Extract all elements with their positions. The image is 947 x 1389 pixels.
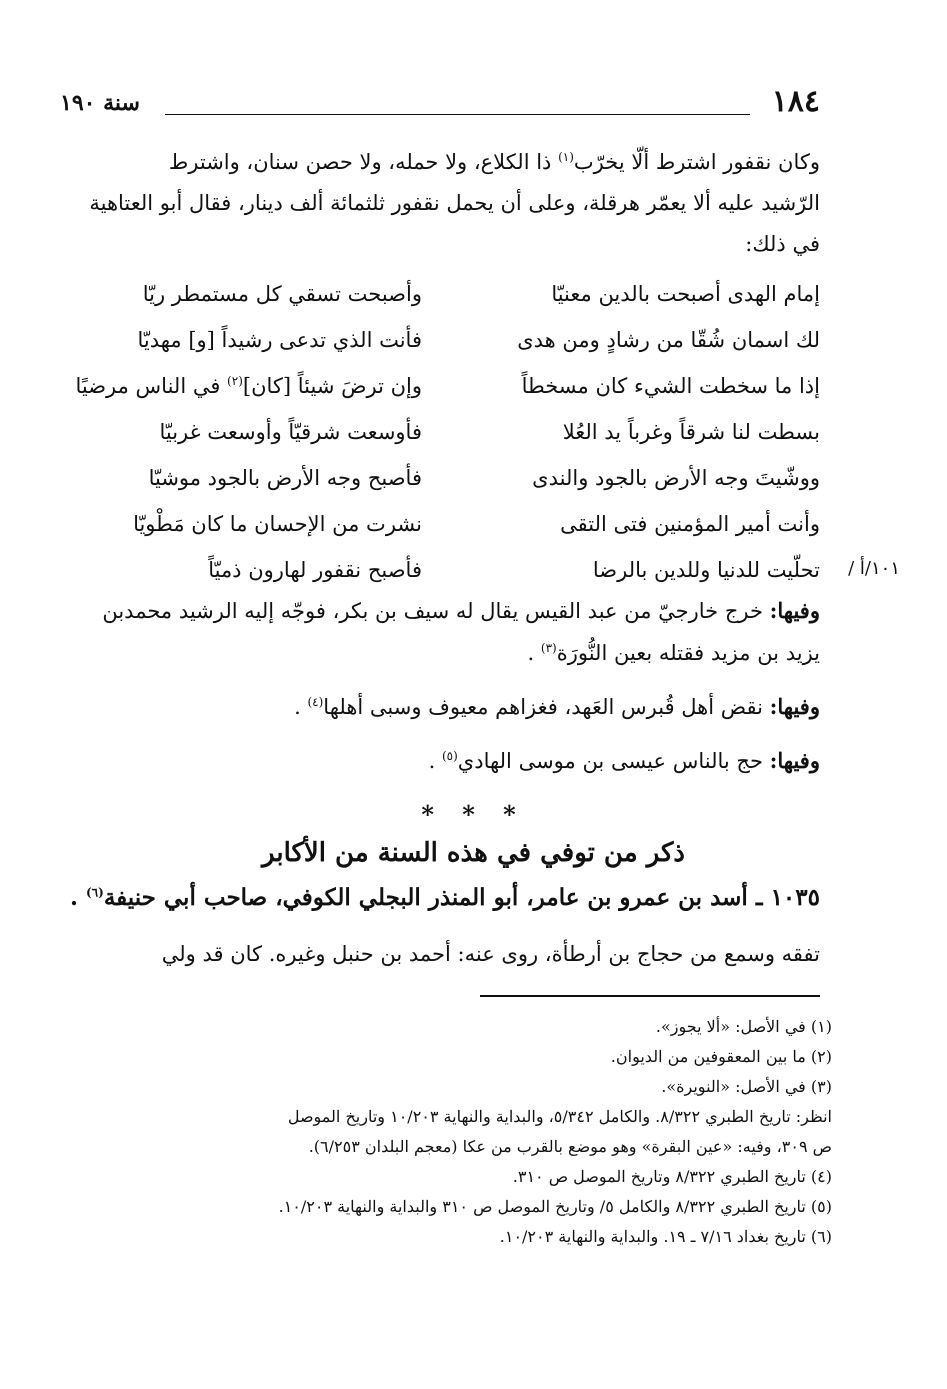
hemistich-second: فأنت الذي تدعى رشيداً [و] مهديّا [137, 328, 422, 352]
hemistich-first: لك اسمان شُقّا من رشادٍ ومن هدى [517, 328, 820, 352]
poem-verse [72, 512, 820, 558]
footnote-rule [480, 995, 820, 997]
poem-verse [72, 374, 820, 420]
footnote: (٤) تاريخ الطبري ٨/٣٢٢ وتاريخ الموصل ص ٣١٠. [512, 1167, 832, 1186]
hemistich-first: إذا ما سخطت الشيء كان مسخطاً [521, 374, 820, 398]
footnote: (٢) ما بين المعقوفين من الديوان. [610, 1047, 832, 1066]
biography-entry-heading: ١٠٣٥ ـ أسد بن عمرو بن عامر، أبو المنذر البجلي الكوفي، صاحب أبي حنيفة$^{(٦)}$ . [69, 884, 820, 911]
footnote-ref: (١) [558, 150, 574, 164]
manuscript-folio-marker: ١٠١/أ / [848, 558, 900, 579]
header-rule [165, 114, 750, 115]
section-divider: * * * [421, 800, 526, 829]
footnote-ref: (٢) [227, 374, 243, 388]
event-lead: وفيها: [769, 748, 820, 773]
event-entry: وفيها: حج بالناس عيسى بن موسى الهادي$^{(٥)}$ . [428, 748, 820, 773]
footnote: (٥) تاريخ الطبري ٨/٣٢٢ والكامل ٥/ وتاريخ الموصل ص ٣١٠ والبداية والنهاية ١٠/٢٠٣. [278, 1197, 832, 1216]
intro-line: وكان نقفور اشترط ألّا يخرّب$^{(١)}$ ذا الكلاع، ولا حمله، ولا حصن سنان، واشترط [168, 150, 820, 174]
footnote-ref: (٤) [307, 695, 324, 709]
page-number: ١٨٤ [771, 84, 820, 119]
footnotes [80, 1012, 832, 1252]
hemistich-second: فأصبح نقفور لهارون ذميّاً [208, 558, 422, 582]
hemistich-second: وإن ترضَ شيئاً [كان]$^{(٢)}$ في الناس مرضيًا [75, 374, 422, 398]
hemistich-second: فأوسعت شرقيّاً وأوسعت غربيّا [159, 420, 422, 444]
hemistich-second: وأصبحت تسقي كل مستمطر ريّا [142, 282, 422, 306]
footnote-ref: (٦) [85, 885, 104, 900]
poem [72, 282, 900, 604]
footnote: (٦) تاريخ بغداد ٧/١٦ ـ ١٩. والبداية والنهاية ١٠/٢٠٣. [499, 1227, 832, 1246]
footnote-continuation: انظر: تاريخ الطبري ٨/٣٢٢. والكامل ٥/٣٤٢، والبداية والنهاية ١٠/٢٠٣ وتاريخ الموصل [287, 1107, 832, 1126]
footnote-ref: (٣) [540, 641, 557, 655]
poem-verse [72, 328, 820, 374]
hemistich-first: بسطت لنا شرقاً وغرباً يد العُلا [562, 420, 820, 444]
intro-line: في ذلك: [745, 232, 820, 256]
poem-verse [72, 420, 820, 466]
poem-verse [72, 466, 820, 512]
intro-paragraph [72, 142, 820, 265]
running-title: سنة ١٩٠ [60, 90, 140, 116]
biography-entry-text: تفقه وسمع من حجاج بن أرطأة، روى عنه: أحمد بن حنبل وغيره. كان قد ولي [161, 942, 820, 966]
footnote: (٣) في الأصل: «النويرة». [661, 1077, 832, 1096]
hemistich-first: تحلّيت للدنيا وللدين بالرضا [592, 558, 820, 582]
page-header [60, 84, 820, 124]
event-entry: وفيها: نقض أهل قُبرس العَهد، فغزاهم معيوف وسبى أهلها$^{(٤)}$ . [294, 694, 820, 719]
hemistich-first: إمام الهدى أصبحت بالدين معنيّا [551, 282, 820, 306]
intro-line: الرّشيد عليه ألا يعمّر هرقلة، وعلى أن يحمل نقفور ثلثمائة ألف دينار، فقال أبو العتاهية [89, 191, 820, 215]
poem-verse [72, 282, 820, 328]
event-entry: وفيها: خرج خارجيّ من عبد القيس يقال له سيف بن بكر، فوجّه إليه الرشيد محمدبن يزيد بن مزيد فقتله بعين النُّورَة$^{(٣)}$ . [102, 598, 820, 665]
footnote-ref: (٥) [441, 749, 458, 763]
section-heading: ذكر من توفي في هذه السنة من الأكابر [261, 838, 685, 868]
hemistich-first: ووشّيتَ وجه الأرض بالجود والندى [532, 466, 820, 490]
event-lead: وفيها: [769, 598, 820, 623]
hemistich-first: وأنت أمير المؤمنين فتى التقى [560, 512, 820, 536]
footnote: (١) في الأصل: «ألا يجوز». [655, 1017, 832, 1036]
events-list [72, 590, 820, 794]
footnote-continuation: ص ٣٠٩، وفيه: «عين البقرة» وهو موضع بالقرب من عكا (معجم البلدان ٦/٢٥٣). [308, 1137, 832, 1156]
event-lead: وفيها: [769, 694, 820, 719]
hemistich-second: فأصبح وجه الأرض بالجود موشيّا [148, 466, 422, 490]
hemistich-second: نشرت من الإحسان ما كان مَطْويّا [133, 512, 422, 536]
